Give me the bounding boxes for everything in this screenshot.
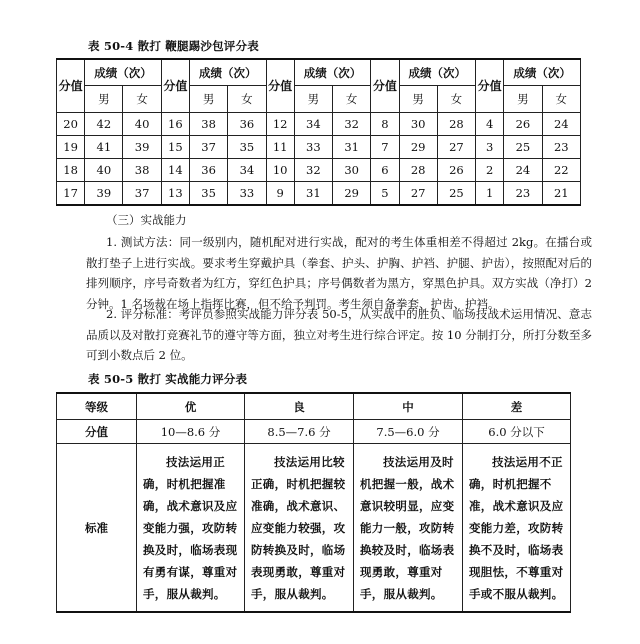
male-cell: 37 <box>189 136 227 159</box>
female-cell: 25 <box>437 182 475 206</box>
male-header: 男 <box>85 86 123 113</box>
level-criteria: 技法运用及时机把握一般，战术意识较明显，应变能力一般，攻防转换较及时，临场表现勇敢，尊重对手，服从裁判。 <box>354 444 463 613</box>
male-cell: 31 <box>294 182 332 206</box>
score-header: 分值 <box>57 59 85 113</box>
female-cell: 35 <box>228 136 266 159</box>
female-cell: 28 <box>437 113 475 136</box>
level-name: 良 <box>245 393 354 420</box>
female-cell: 24 <box>542 113 580 136</box>
male-cell: 28 <box>399 159 437 182</box>
female-cell: 34 <box>228 159 266 182</box>
level-criteria: 技法运用比较正确，时机把握较准确，战术意识、应变能力较强，攻防转换及时，临场表现勇敢，尊重对手，服从裁判。 <box>245 444 354 613</box>
female-cell: 26 <box>437 159 475 182</box>
score-cell: 9 <box>266 182 294 206</box>
female-cell: 36 <box>228 113 266 136</box>
grade-header: 成绩（次） <box>399 59 476 86</box>
score-cell: 19 <box>57 136 85 159</box>
level-criteria: 技法运用不正确，时机把握不准，战术意识及应变能力差，攻防转换不及时，临场表现胆怯，不尊重对手或不服从裁判。 <box>463 444 571 613</box>
male-cell: 35 <box>189 182 227 206</box>
female-header: 女 <box>542 86 580 113</box>
table-row <box>57 136 581 159</box>
female-header: 女 <box>333 86 371 113</box>
male-cell: 25 <box>504 136 542 159</box>
male-header: 男 <box>189 86 227 113</box>
male-cell: 24 <box>504 159 542 182</box>
score-cell: 6 <box>371 159 399 182</box>
male-cell: 41 <box>85 136 123 159</box>
score-header: 分值 <box>161 59 189 113</box>
level-name: 优 <box>137 393 245 420</box>
grade-header: 成绩（次） <box>189 59 266 86</box>
grade-header: 成绩（次） <box>294 59 371 86</box>
score-cell: 1 <box>476 182 504 206</box>
male-cell: 36 <box>189 159 227 182</box>
score-cell: 15 <box>161 136 189 159</box>
score-cell: 2 <box>476 159 504 182</box>
criteria-label: 标准 <box>57 444 137 613</box>
male-header: 男 <box>504 86 542 113</box>
score-cell: 3 <box>476 136 504 159</box>
female-cell: 40 <box>123 113 161 136</box>
score-label: 分值 <box>57 420 137 444</box>
table-50-5-title: 表 50-5 散打 实战能力评分表 <box>88 372 248 386</box>
table-row <box>57 113 581 136</box>
female-cell: 31 <box>333 136 371 159</box>
score-cell: 11 <box>266 136 294 159</box>
rating-table <box>56 392 571 613</box>
section-heading: （三）实战能力 <box>106 213 187 227</box>
grade-label: 等级 <box>57 393 137 420</box>
score-cell: 4 <box>476 113 504 136</box>
score-cell: 16 <box>161 113 189 136</box>
male-cell: 33 <box>294 136 332 159</box>
level-range: 7.5—6.0 分 <box>354 420 463 444</box>
male-cell: 34 <box>294 113 332 136</box>
score-cell: 10 <box>266 159 294 182</box>
score-cell: 17 <box>57 182 85 206</box>
score-cell: 13 <box>161 182 189 206</box>
score-header: 分值 <box>371 59 399 113</box>
level-range: 10—8.6 分 <box>137 420 245 444</box>
score-table <box>56 58 581 206</box>
male-cell: 42 <box>85 113 123 136</box>
male-cell: 23 <box>504 182 542 206</box>
score-cell: 5 <box>371 182 399 206</box>
test-method-paragraph: 1. 测试方法：同一级别内，随机配对进行实战，配对的考生体重相差不得超过 2kg。在擂台或散打垫子上进行实战。要求考生穿戴护具（拳套、护头、护胸、护裆、护腿、护齿），按照配对后的排列顺序，序号奇数者为红方，穿红色护具；序号偶数者为黑方，穿黑色护具。双方实战（净打）2 分钟。1 名场裁在场上指挥比赛，但不给予判罚。考生须自备拳套、护齿、护裆。 <box>86 235 592 311</box>
score-header: 分值 <box>476 59 504 113</box>
score-header: 分值 <box>266 59 294 113</box>
score-cell: 14 <box>161 159 189 182</box>
female-cell: 38 <box>123 159 161 182</box>
female-cell: 33 <box>228 182 266 206</box>
male-cell: 30 <box>399 113 437 136</box>
male-cell: 32 <box>294 159 332 182</box>
female-cell: 37 <box>123 182 161 206</box>
table-row <box>57 159 581 182</box>
male-cell: 29 <box>399 136 437 159</box>
grade-header: 成绩（次） <box>504 59 581 86</box>
grade-header: 成绩（次） <box>85 59 162 86</box>
male-header: 男 <box>399 86 437 113</box>
score-cell: 12 <box>266 113 294 136</box>
level-name: 中 <box>354 393 463 420</box>
table-row <box>57 182 581 206</box>
score-cell: 8 <box>371 113 399 136</box>
level-criteria: 技法运用正确，时机把握准确，战术意识及应变能力强，攻防转换及时，临场表现有勇有谋，尊重对手，服从裁判。 <box>137 444 245 613</box>
score-cell: 18 <box>57 159 85 182</box>
female-cell: 23 <box>542 136 580 159</box>
male-cell: 26 <box>504 113 542 136</box>
female-cell: 29 <box>333 182 371 206</box>
female-cell: 21 <box>542 182 580 206</box>
female-header: 女 <box>123 86 161 113</box>
level-range: 8.5—7.6 分 <box>245 420 354 444</box>
female-cell: 39 <box>123 136 161 159</box>
male-cell: 39 <box>85 182 123 206</box>
male-cell: 40 <box>85 159 123 182</box>
female-cell: 27 <box>437 136 475 159</box>
scoring-standard-paragraph: 2. 评分标准：考评员参照实战能力评分表 50-5，从实战中的胜负、临场技战术运用情况、意志品质以及对散打竞赛礼节的遵守等方面，独立对考生进行综合评定。按 10 分制打分，所打分数至多可到小数点后 2 位。 <box>86 307 592 362</box>
score-cell: 20 <box>57 113 85 136</box>
female-cell: 22 <box>542 159 580 182</box>
level-name: 差 <box>463 393 571 420</box>
table-50-4-title: 表 50-4 散打 鞭腿踢沙包评分表 <box>88 39 259 53</box>
male-cell: 27 <box>399 182 437 206</box>
male-cell: 38 <box>189 113 227 136</box>
score-cell: 7 <box>371 136 399 159</box>
female-cell: 30 <box>333 159 371 182</box>
level-range: 6.0 分以下 <box>463 420 571 444</box>
female-header: 女 <box>228 86 266 113</box>
male-header: 男 <box>294 86 332 113</box>
female-header: 女 <box>437 86 475 113</box>
female-cell: 32 <box>333 113 371 136</box>
